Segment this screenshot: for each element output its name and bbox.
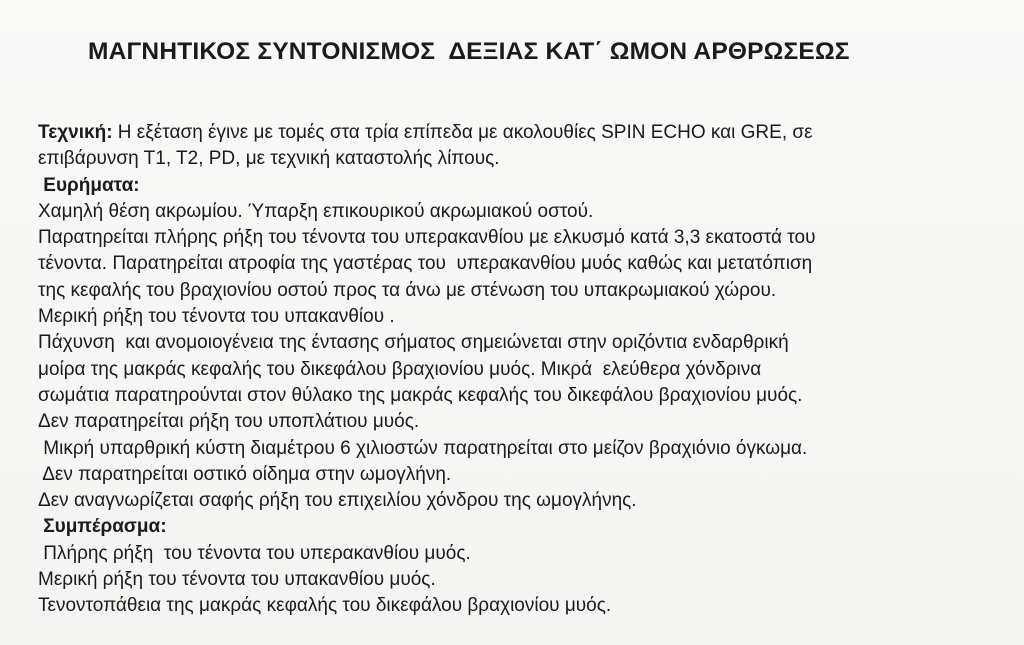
finding-line: τένοντα. Παρατηρείται ατροφία της γαστέρας του υπερακανθίου μυός καθώς και μετατόπιση: [38, 253, 813, 275]
finding-line: Δεν αναγνωρίζεται σαφής ρήξη του επιχειλίου χόνδρου της ωμογλήνης.: [38, 490, 637, 512]
finding-line: Χαμηλή θέση ακρωμίου. Ύπαρξη επικουρικού ακρωμιακού οστού.: [38, 200, 594, 222]
finding-line: Παρατηρείται πλήρης ρήξη του τένοντα του υπερακανθίου με ελκυσμό κατά 3,3 εκατοστά του: [38, 227, 816, 249]
document-title: ΜΑΓΝΗΤΙΚΟΣ ΣΥΝΤΟΝΙΣΜΟΣ ΔΕΞΙΑΣ ΚΑΤ΄ ΩΜΟΝ ΑΡΘΡΩΣΕΩΣ: [88, 38, 850, 65]
finding-line: Πάχυνση και ανομοιογένεια της έντασης σήματος σημειώνεται στην οριζόντια ενδαρθρική: [38, 332, 789, 354]
finding-line: σωμάτια παρατηρούνται στον θύλακο της μακράς κεφαλής του δικεφάλου βραχιονίου μυός.: [38, 384, 803, 406]
finding-line: Δεν παρατηρείται ρήξη του υποπλάτιου μυός.: [38, 411, 420, 433]
conclusion-list: [38, 541, 1013, 620]
finding-line: Μικρή υπαρθρική κύστη διαμέτρου 6 χιλιοστών παρατηρείται στο μείζον βραχιόνιο όγκωμα.: [38, 437, 808, 459]
findings-heading: Ευρήματα:: [38, 174, 140, 196]
technique-text-1: Η εξέταση έγινε με τομές στα τρία επίπεδα με ακολουθίες SPIN ECHO και GRE, σε: [112, 122, 813, 143]
finding-line: Δεν παρατηρείται οστικό οίδημα στην ωμογλήνη.: [38, 463, 452, 485]
conclusion-line: Πλήρης ρήξη του τένοντα του υπερακανθίου μυός.: [38, 542, 471, 564]
conclusion-line: Τενοντοπάθεια της μακράς κεφαλής του δικεφάλου βραχιονίου μυός.: [38, 595, 612, 617]
report-body: [38, 120, 1013, 620]
conclusion-line: Μερική ρήξη του τένοντα του υπακανθίου μυός.: [38, 569, 436, 591]
conclusion-heading: Συμπέρασμα:: [38, 516, 167, 538]
technique-line-1: [38, 120, 1013, 146]
technique-label: Τεχνική:: [38, 122, 113, 143]
finding-line: Μερική ρήξη του τένοντα του υπακανθίου .: [38, 306, 395, 328]
finding-line: της κεφαλής του βραχιονίου οστού προς τα άνω με στένωση του υπακρωμιακού χώρου.: [38, 279, 777, 301]
findings-list: [38, 199, 1013, 515]
technique-line-2: επιβάρυνση Τ1, Τ2, PD, με τεχνική καταστολής λίπους.: [38, 148, 500, 170]
finding-line: μοίρα της μακράς κεφαλής του δικεφάλου βραχιονίου μυός. Μικρά ελεύθερα χόνδρινα: [38, 358, 762, 380]
